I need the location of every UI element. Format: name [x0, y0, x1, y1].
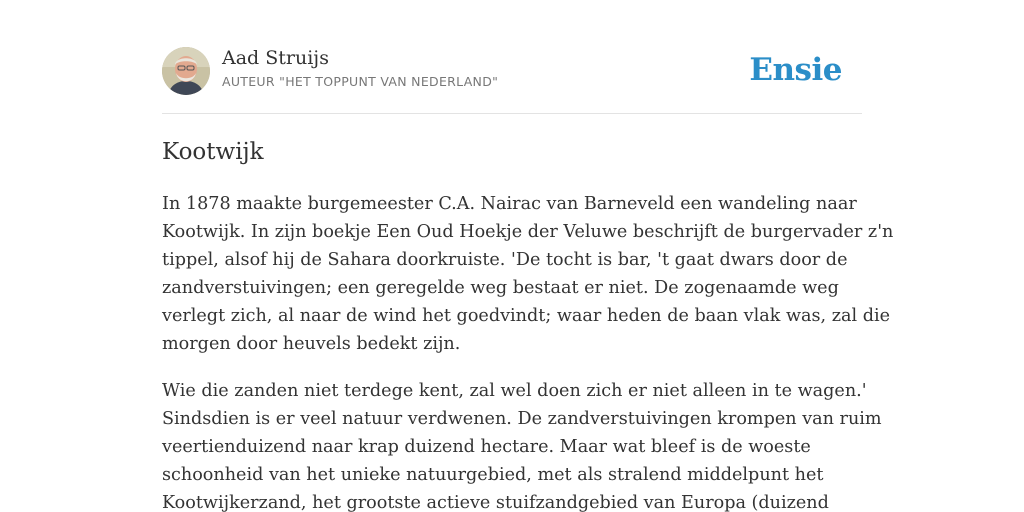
author-photo — [162, 47, 210, 95]
text-line: veertienduizend naar krap duizend hectare. Maar wat bleef is de woeste — [162, 437, 811, 457]
article-title: Kootwijk — [162, 139, 264, 165]
author-avatar[interactable] — [162, 47, 210, 95]
text-line: In 1878 maakte burgemeester C.A. Nairac van Barneveld een wandeling naar — [162, 194, 857, 214]
author-header — [162, 46, 862, 96]
text-line: zandverstuivingen; een geregelde weg bestaat er niet. De zogenaamde weg — [162, 278, 839, 298]
text-line: verlegt zich, al naar de wind het goedvindt; waar heden de baan vlak was, zal die — [162, 306, 891, 326]
text-line: morgen door heuvels bedekt zijn. — [162, 334, 461, 354]
text-line: Sindsdien is er veel natuur verdwenen. De zandverstuivingen krompen van ruim — [162, 409, 882, 429]
paragraph — [162, 190, 894, 358]
article-body — [162, 190, 894, 512]
text-line: schoonheid van het unieke natuurgebied, met als stralend middelpunt het — [162, 465, 824, 485]
text-line: Kootwijkerzand, het grootste actieve stuifzandgebied van Europa (duizend — [162, 493, 829, 512]
text-line: Kootwijk. In zijn boekje Een Oud Hoekje der Veluwe beschrijft de burgervader z'n — [162, 222, 894, 242]
header-divider — [162, 113, 862, 114]
text-line: Wie die zanden niet terdege kent, zal wel doen zich er niet alleen in te wagen.' — [162, 381, 867, 401]
text-line: tippel, alsof hij de Sahara doorkruiste. 'De tocht is bar, 't gaat dwars door de — [162, 250, 848, 270]
author-name[interactable]: Aad Struijs — [222, 47, 329, 69]
paragraph — [162, 377, 882, 512]
author-tagline: AUTEUR "HET TOPPUNT VAN NEDERLAND" — [222, 74, 499, 89]
brand-logo[interactable]: Ensie — [749, 52, 842, 88]
